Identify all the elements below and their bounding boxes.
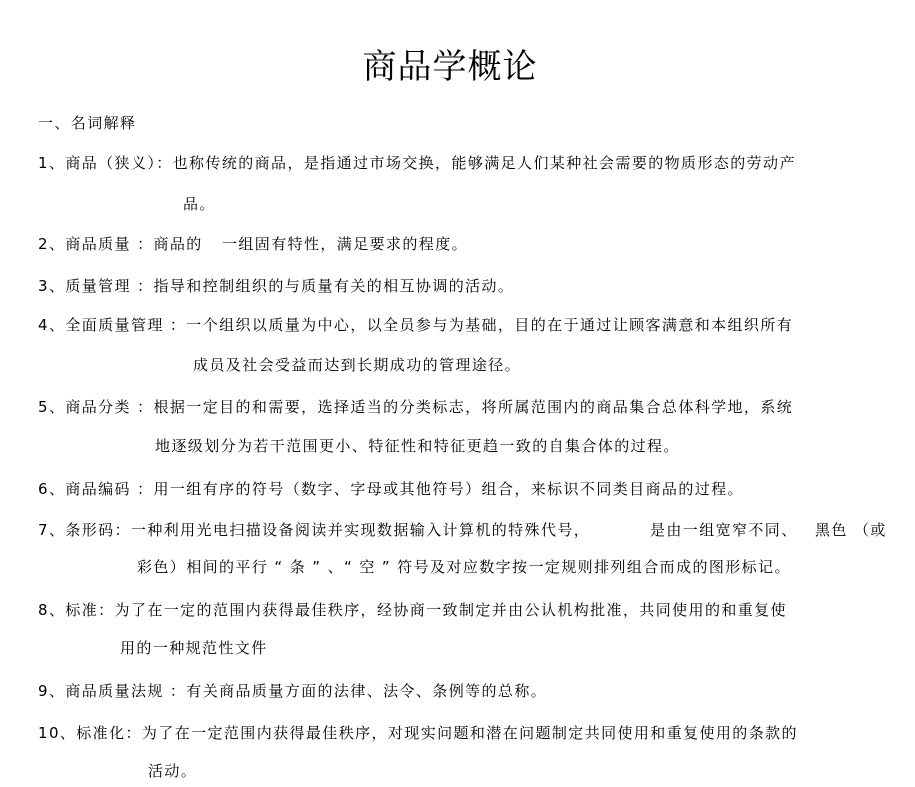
definition-line: 4、全面质量管理 ：一个组织以质量为中心，以全员参与为基础，目的在于通过让顾客满意和本组织所有 [38,316,794,334]
definition-line-segment: 2、商品质量 ：商品的 [38,235,203,253]
definition-line-continuation: 活动。 [148,762,198,780]
definition-line-continuation: 用的一种规范性文件 [120,639,268,657]
document-title: 商品学概论 [362,47,538,87]
definition-line-segment: 是由一组宽窄不同、 [650,521,798,539]
definition-line-segment: 一组固有特性，满足要求的程度。 [222,235,469,253]
definition-line-continuation: 彩色）相间的平行 “ 条 ” 、“ 空 ” 符号及对应数字按一定规则排列组合而成的图形标记。 [137,558,791,576]
definition-line: 1、商品（狭义）：也称传统的商品，是指通过市场交换，能够满足人们某种社会需要的物质形态的劳动产 [38,154,796,172]
definition-line-segment: 黑色 （或 [815,521,887,539]
section-heading: 一、名词解释 [38,114,137,132]
definition-line: 6、商品编码 ：用一组有序的符号（数字、字母或其他符号）组合，来标识不同类目商品的过程。 [38,480,744,498]
definition-line: 3、质量管理 ：指导和控制组织的与质量有关的相互协调的活动。 [38,277,515,295]
definition-line: 5、商品分类 ：根据一定目的和需要，选择适当的分类标志，将所属范围内的商品集合总体科学地，系统 [38,398,794,416]
definition-line-continuation: 成员及社会受益而达到长期成功的管理途径。 [193,356,522,374]
definition-line-continuation: 品。 [183,195,216,213]
definition-line: 10、标准化：为了在一定范围内获得最佳秩序，对现实问题和潜在问题制定共同使用和重复使用的条款的 [38,724,798,742]
definition-line: 8、标准：为了在一定的范围内获得最佳秩序，经协商一致制定并由公认机构批准，共同使用的和重复使 [38,601,787,619]
definition-line: 9、商品质量法规 ：有关商品质量方面的法律、法令、条例等的总称。 [38,682,548,700]
definition-line-segment: 7、条形码：一种利用光电扫描设备阅读并实现数据输入计算机的特殊代号， [38,521,591,539]
definition-line-continuation: 地逐级划分为若干范围更小、特征性和特征更趋一致的自集合体的过程。 [155,437,680,455]
